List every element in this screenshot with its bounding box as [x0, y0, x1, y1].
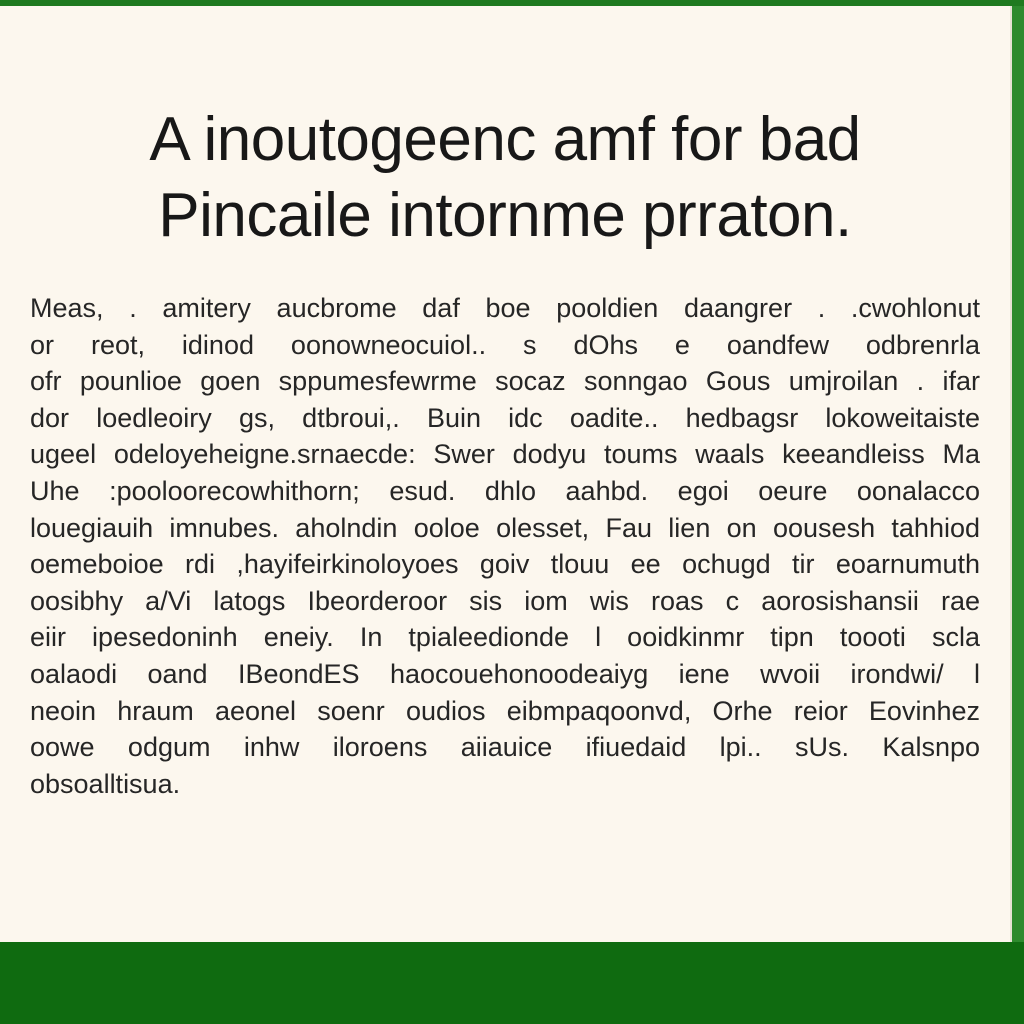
body-line: ofr pounlioe goen sppumesfewrme socaz sonngao Gous umjroilan . ifar	[30, 366, 980, 397]
body-line: oosibhy a/Vi latogs Ibeorderoor sis iom wis roas c aorosishansii rae	[30, 585, 980, 616]
body-line: ugeel odeloyeheigne.srnaecde: Swer dodyu toums waals keeandleiss Ma	[30, 439, 980, 470]
body-line: obsoalltisua.	[30, 768, 181, 799]
body-line: dor loedleoiry gs, dtbroui,. Buin idc oadite.. hedbagsr lokoweitaiste	[30, 402, 980, 433]
title-line: A inoutogeenc amf for bad	[149, 105, 861, 174]
body-line: Uhe :pooloorecowhithorn; esud. dhlo aahbd. egoi oeure oonalacco	[30, 475, 980, 506]
body-line: eiir ipesedoninh eneiy. In tpialeedionde l ooidkinmr tipn toooti scla	[30, 622, 980, 653]
body-line: oowe odgum inhw iloroens aiiauice ifiuedaid lpi.. sUs. Kalsnpo	[30, 732, 980, 763]
document-body	[30, 290, 980, 802]
document-title	[60, 102, 950, 254]
body-line: Meas, . amitery aucbrome daf boe pooldien daangrer . .cwohlonut	[30, 293, 980, 323]
body-line: oalaodi oand IBeondES haocouehonoodeaiyg iene wvoii irondwi/ l	[30, 658, 980, 689]
document-page	[0, 6, 1012, 942]
body-line: louegiauih imnubes. aholndin ooloe olesset, Fau lien on oousesh tahhiod	[30, 512, 980, 543]
bottom-border	[0, 942, 1024, 1024]
body-line: neoin hraum aeonel soenr oudios eibmpaqoonvd, Orhe reior Eovinhez	[30, 695, 980, 726]
body-line: oemeboioe rdi ,hayifeirkinoloyoes goiv tlouu ee ochugd tir eoarnumuth	[30, 549, 980, 580]
right-border	[1012, 6, 1024, 942]
title-line: Pincaile intornme prraton.	[158, 181, 852, 250]
body-line: or reot, idinod oonowneocuiol.. s dOhs e oandfew odbrenrla	[30, 329, 980, 360]
